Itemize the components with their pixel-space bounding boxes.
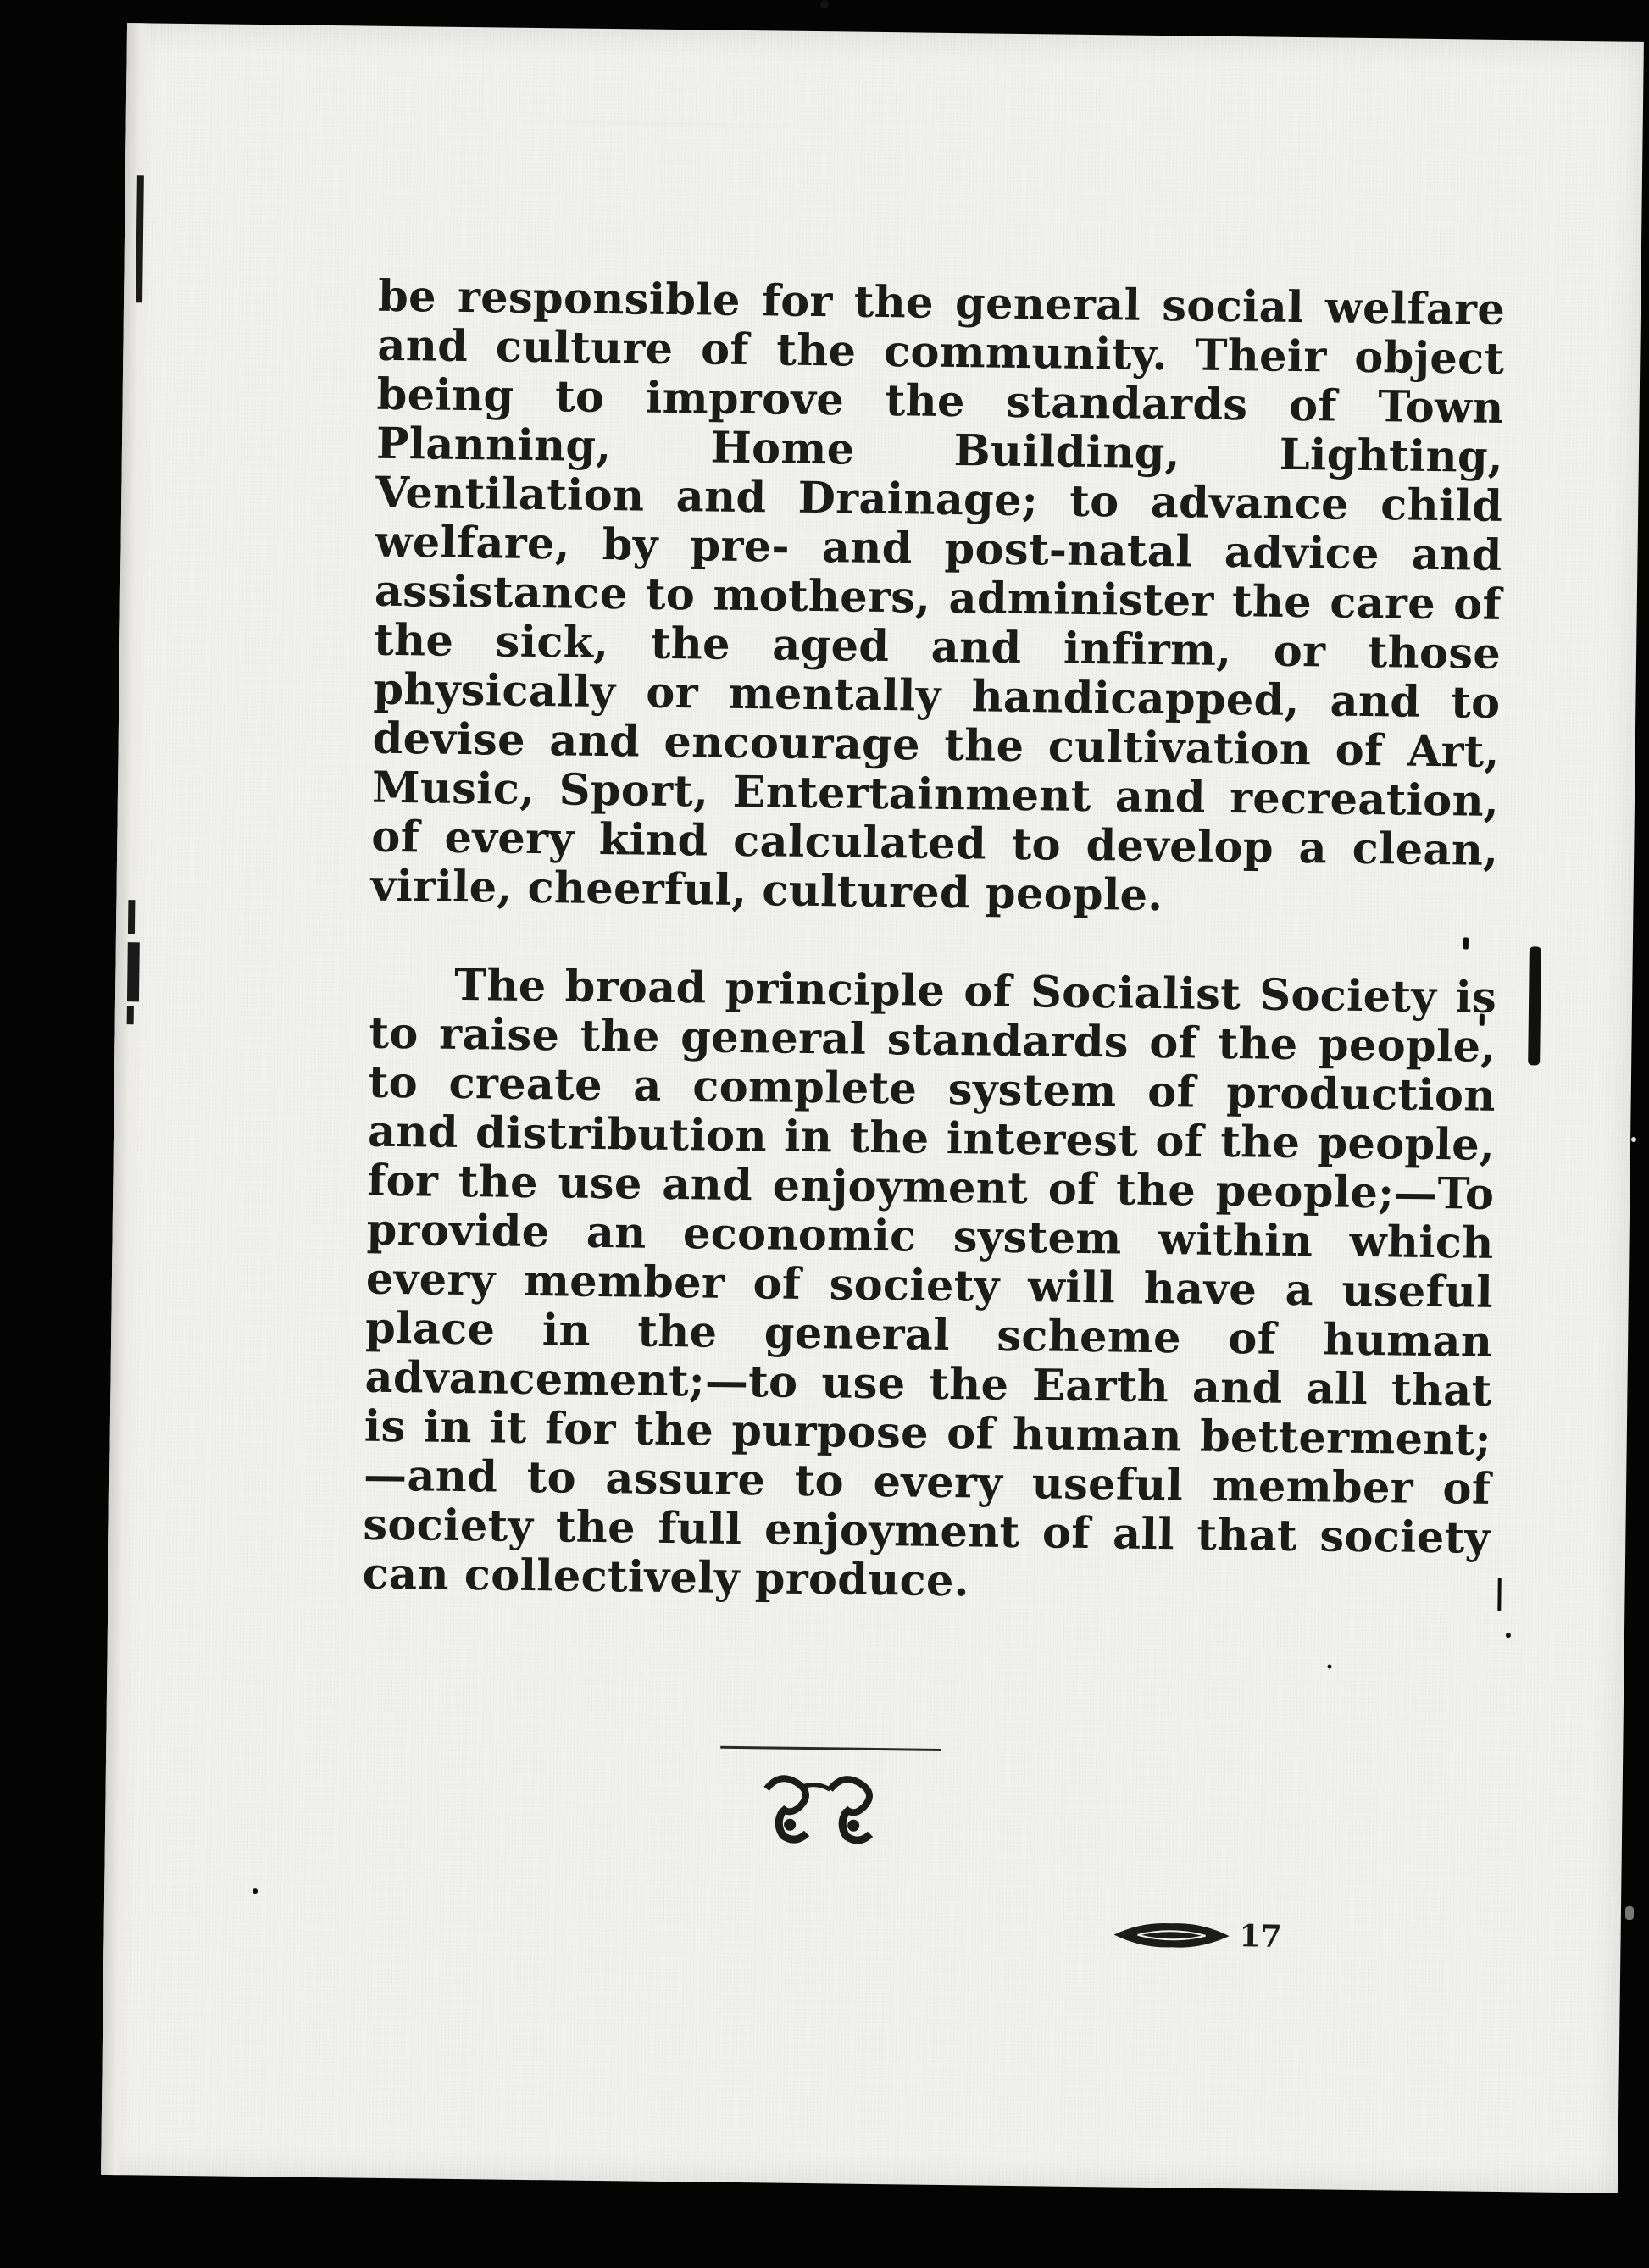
scan-speck bbox=[1625, 1906, 1634, 1920]
ink-speck bbox=[1506, 1633, 1511, 1638]
ink-speck bbox=[1497, 1578, 1501, 1611]
ink-speck bbox=[1327, 1665, 1331, 1669]
scroll-ornament-icon bbox=[749, 1763, 902, 1849]
lozenge-ornament-icon bbox=[1112, 1921, 1230, 1949]
page-number: 17 bbox=[1239, 1918, 1282, 1955]
ornament-rule bbox=[720, 1746, 941, 1751]
paper-scratch bbox=[567, 121, 787, 125]
paragraph: be responsible for the general social welfare and culture of the community. Their object being to improve the standards of Town Planning, Home Building, Lighting, Ventilation and Drainage; to advance child welfare, by pre- and post-natal advice and assistance to mothers, administer the care of the sick, the aged and infirm, or those physically or mentally handicapped, and to devise and encourage the cultivation of Art, Music, Sport, Entertainment and recreation, of every kind calculated to develop a clean, virile, cheerful, cultured people. bbox=[370, 270, 1506, 922]
document-page bbox=[101, 23, 1644, 2193]
body-text bbox=[362, 272, 1505, 1612]
ink-margin-bar bbox=[1528, 946, 1541, 1065]
scan-speck bbox=[1631, 1137, 1636, 1142]
paragraph: The broad principle of Socialist Society is to raise the general standards of the people, to create a complete system of production and distribution in the interest of the people, for the use and enjoyment of the people;—To provide an economic system within which every member of society will have a useful place in the general scheme of human advancement;—to use the Earth and all that is in it for the purpose of human betterment;—and to assure to every useful member of society the full enjoyment of all that society can collectively produce. bbox=[362, 959, 1497, 1607]
ink-speck bbox=[253, 1888, 258, 1894]
page-folio bbox=[1112, 1914, 1299, 1959]
scan-speck bbox=[820, 0, 829, 8]
